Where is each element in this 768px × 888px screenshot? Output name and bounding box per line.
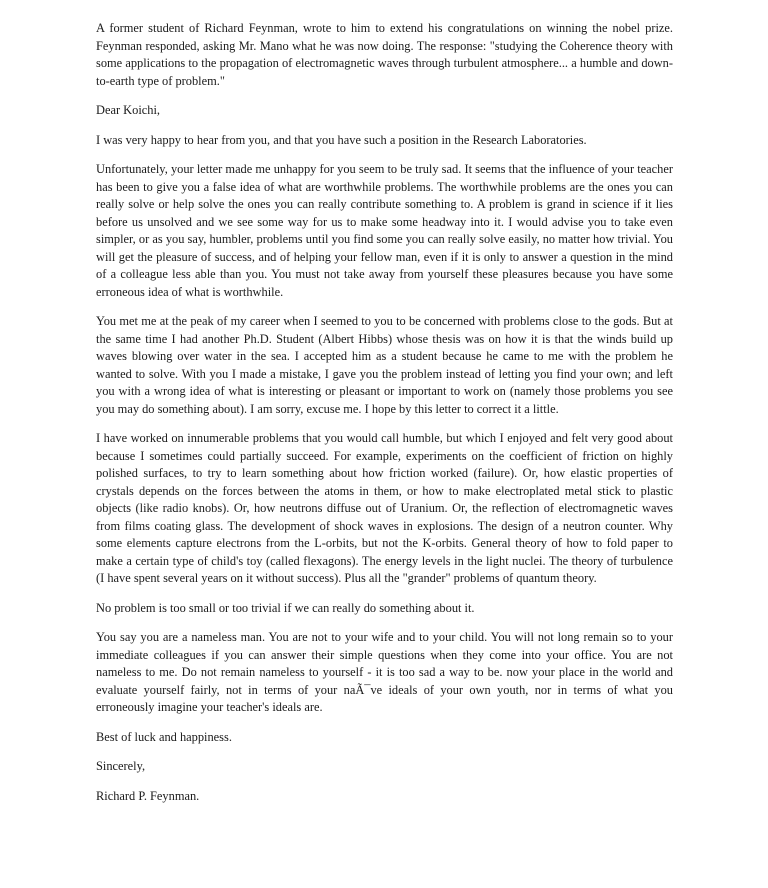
body-paragraph: You say you are a nameless man. You are not to your wife and to your child. You will not long remain so to your immediate colleagues if you can answer their simple questions when they come into your office. You are not nameless to me. Do not remain nameless to yourself - it is too sad a way to be. now your place in the world and evaluate yourself fairly, not in terms of your naÃ¯ve ideals of your own youth, nor in terms of what you erroneously imagine your teacher's ideals are. <box>96 630 673 714</box>
closing: Best of luck and happiness. <box>96 729 232 744</box>
body-paragraph: Unfortunately, your letter made me unhappy for you seem to be truly sad. It seems that the influence of your teacher has been to give you a false idea of what are worthwhile problems. The worthwhile problems are the ones you can really solve or help solve the ones you can really contribute something to. A problem is grand in science if it lies before us unsolved and we see some way for us to make some headway into it. I would advise you to take even simpler, or as you say, humbler, problems until you find some you can really solve easily, no matter how trivial. You will get the pleasure of success, and of helping your fellow man, even if it is only to answer a question in the mind of a colleague less able than you. You must not take away from yourself these pleasures because you have some erroneous idea of what is worthwhile. <box>96 162 673 299</box>
salutation: Dear Koichi, <box>96 103 160 117</box>
intro-paragraph: A former student of Richard Feynman, wrote to him to extend his congratulations on winning the nobel prize. Feynman responded, asking Mr. Mano what he was now doing. The response: "studying the Coherence theory with some applications to the propagation of electromagnetic waves through turbulent atmosphere... a humble and down-to-earth type of problem." <box>96 21 673 88</box>
body-paragraph: You met me at the peak of my career when I seemed to you to be concerned with problems close to the gods. But at the same time I had another Ph.D. Student (Albert Hibbs) whose thesis was on how it is that the winds build up waves blowing over water in the sea. I accepted him as a student because he came to me with the problem he wanted to solve. With you I made a mistake, I gave you the problem instead of letting you find your own; and left you with a wrong idea of what is interesting or pleasant or important to work on (namely those problems you see you may do something about). I am sorry, excuse me. I hope by this letter to correct it a little. <box>96 314 673 416</box>
signature: Richard P. Feynman. <box>96 788 200 803</box>
body-paragraph: I have worked on innumerable problems that you would call humble, but which I enjoyed and felt very good about because I sometimes could partially succeed. For example, experiments on the coefficient of friction on highly polished surfaces, to try to learn something about how friction worked (failure). Or, how elastic properties of crystals depends on the forces between the atoms in them, or how to make electroplated metal stick to plastic objects (like radio knobs). Or, how neutrons diffuse out of Uranium. Or, the reflection of electromagnetic waves from films coating glass. The development of shock waves in explosions. The design of a neutron counter. Why some elements capture electrons from the L-orbits, but not the K-orbits. General theory of how to fold paper to make a certain type of child's toy (called flexagons). The energy levels in the light nuclei. The theory of turbulence (I have spent several years on it without success). Plus all the "grander" problems of quantum theory. <box>96 431 673 585</box>
body-paragraph: No problem is too small or too trivial if we can really do something about it. <box>96 600 475 615</box>
body-paragraph: I was very happy to hear from you, and that you have such a position in the Research Laboratories. <box>96 132 587 147</box>
signoff: Sincerely, <box>96 759 146 773</box>
